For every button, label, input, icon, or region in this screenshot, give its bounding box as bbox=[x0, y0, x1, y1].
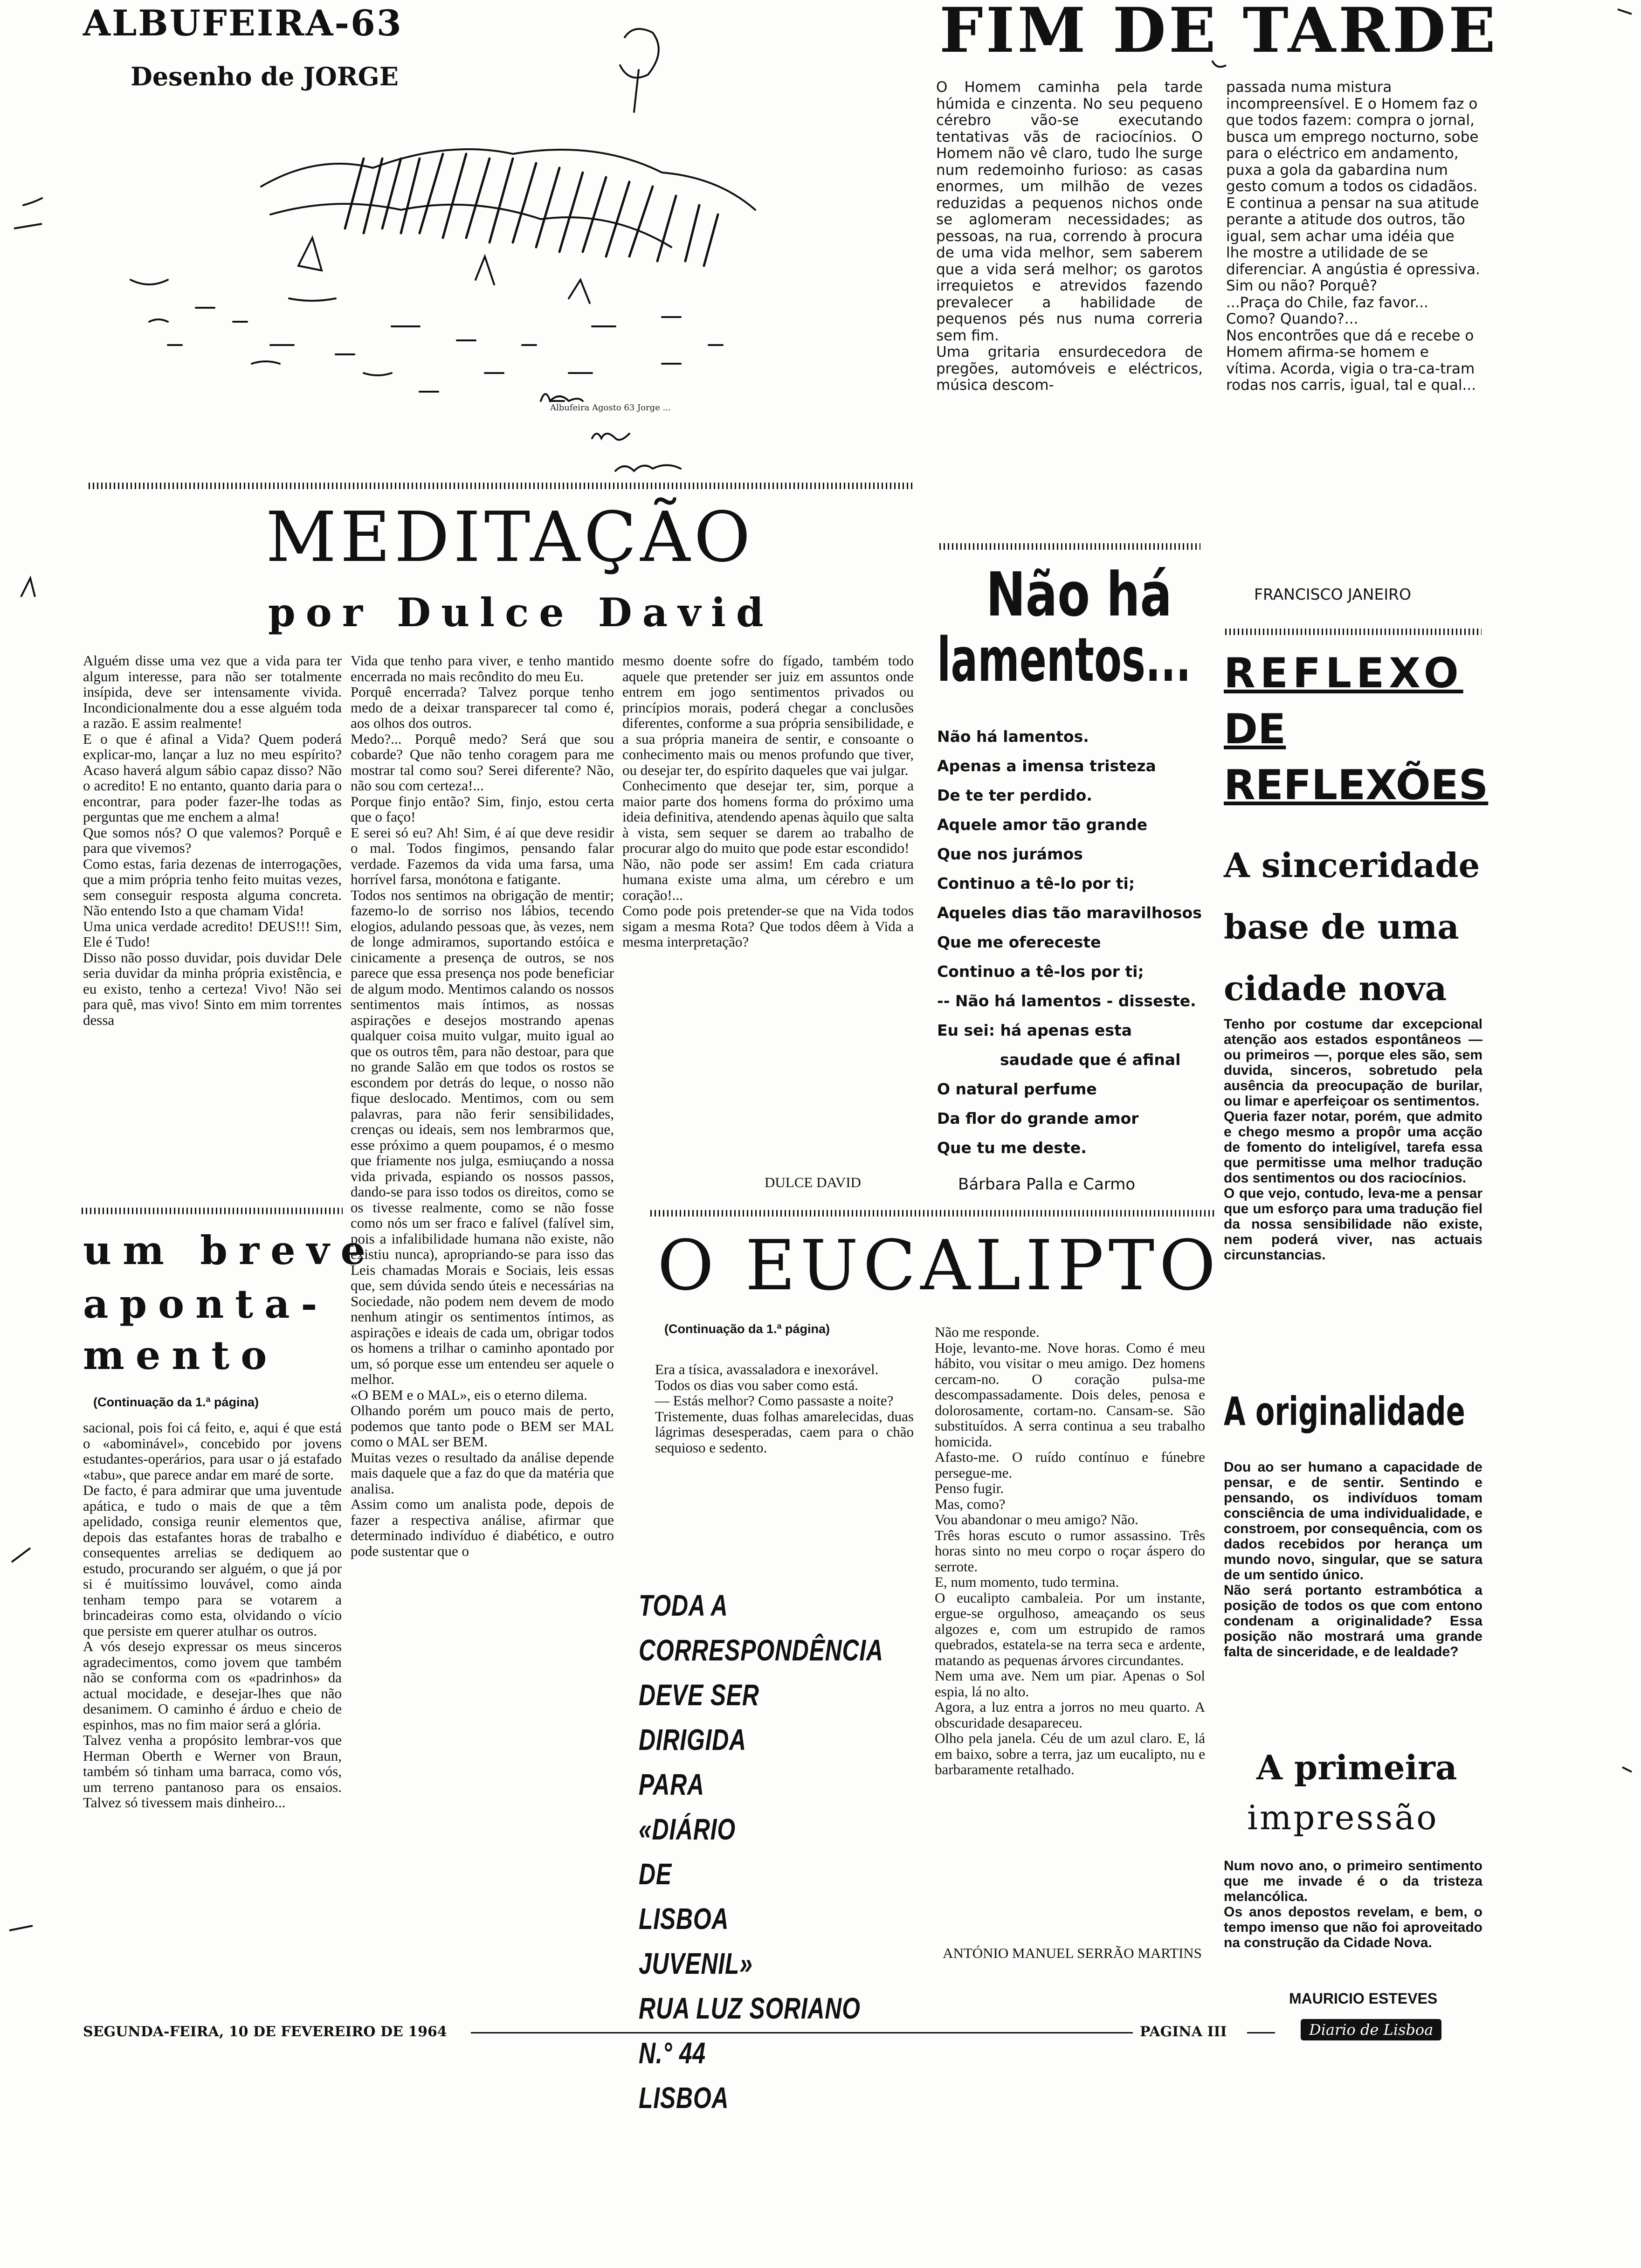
eucalipto-col1: Era a tísica, avassaladora e inexorável. Todos os dias vou saber como está. — Estás melhor? Como passaste a noite? Tristemente, duas folhas amarelecidas, duas lágrimas desesperadas, caem para o chão sequioso e sedento. bbox=[655, 1361, 914, 1456]
meditacao-col3: mesmo doente sofre do fígado, também todo aquele que pretender ser juiz em assuntos onde entrem em jogo sentimentos privados ou princípios morais, poderá chegar a conclusões diferentes, conforme a sua própria sensibilidade, e a sua própria maneira de sentir, e consoante o conhecimento mais ou menos profundo que tiver, ou desejar ter, do espírito daqueles que vai julgar. Conhecimento que desejar ter, sim, porque a maior parte dos homens forma do próximo uma ideia definitiva, atendendo apenas àquilo que salta à vista, sem sequer se darem ao trabalho de procurar algo do muito que pode estar escondido! Não, não pode ser assim! Em cada criatura humana existe uma alma, um cérebro e um coração!... Como pode pois pretender-se que na Vida todos sigam a mesma Rota? Que todos dêem à Vida a mesma interpretação? bbox=[622, 652, 914, 950]
poem-line: Que nos jurámos bbox=[937, 845, 1083, 863]
footer-brand: Diario de Lisboa bbox=[1301, 2019, 1441, 2040]
reflexo-text-originalidade: Dou ao ser humano a capacidade de pensar, e de sentir. Sentindo e pensando, os indivíduos tomam consciência de uma individualidade, e constroem, por consequência, com os dados recebidos por herança um mundo novo, singular, que se satura de um sentido único. Não será portanto estrambótica a posição de todos os que com entono condenam a originalidade? Essa posição não mostrará uma grande falta de sinceridade, e de lealdade? bbox=[1224, 1459, 1482, 1660]
poem-line: O natural perfume bbox=[937, 1080, 1097, 1098]
correspondencia-line: JUVENIL» bbox=[639, 1947, 753, 1980]
reflexo-title-1: REFLEXO bbox=[1224, 649, 1463, 697]
breve-col1: sacional, pois foi cá feito, e, aqui é que está o «abominável», concebido por jovens estudantes-operários, para usar o já estafado «tabu», que parece andar em maré de sorte. De facto, é para admirar que uma juventude apática, e tudo o mais de que a têm apelidado, consiga reunir elementos que, depois das estafantes horas de trabalho e consequentes arrelias se dediquem ao estudo, procurando ser alguém, o que já por si é muitíssimo louvável, como ainda tenham tempo para se votarem a brincadeiras como esta, olvidando o vício que persiste em querer atulhar os outros. A vós desejo expressar os meus sinceros agradecimentos, como jovem que também não se conforma com os «padrinhos» da actual mocidade, e desejar-lhes que não desanimem. O caminho é árduo e cheio de espinhos, mas no fim maior será a glória. Talvez venha a propósito lembrar-vos que Herman Oberth e Werner von Braun, também só tinham uma barraca, como vós, um terreno pantanoso para os ensaios. Talvez só tivessem mais dinheiro... bbox=[83, 1419, 342, 1811]
poem-line: Apenas a imensa tristeza bbox=[937, 757, 1156, 775]
meditacao-col2: Vida que tenho para viver, e tenho mantido encerrada no mais recôndito do meu Eu. Porquê encerrada? Talvez porque tenho medo de a deixar transparecer tal como é, aos olhos dos outros. Medo?... Porquê medo? Será que sou cobarde? Que não tenho coragem para me mostrar tal como sou? Serei diferente? Não, não sou com certeza!... Porque finjo então? Sim, finjo, estou certa que o faço! E serei só eu? Ah! Sim, é aí que deve residir o mal. Todos fingimos, pensando falar verdade. Fazemos da vida uma farsa, uma horrível farsa, monótona e fatigante. Todos nos sentimos na obrigação de mentir; fazemo-lo de sorriso nos lábios, tecendo elogios, adulando pessoas que, às vezes, nem de longe admiramos, suportando estóica e cinicamente a presença de outros, se nos parece que essa presença nos pode beneficiar de algum modo. Mentimos calando os nossos sentimentos mais íntimos, as nossas aspirações e desejos mostrando apenas qualquer coisa muito vulgar, muito igual ao que os outros têm, para não destoar, para que no grande Salão em que todos os rostos se escondem por detrás do leque, o nosso não fique deslocado. Mentimos, com ou sem palavras, para não ferir sensibilidades, crenças ou ideais, sem nos lembrarmos que, esse próximo a quem poupamos, é o mesmo que friamente nos julga, esmiuçando a nossa vida privada, espiando os nossos passos, dando-se para isso todos os direitos, como se os tivesse realmente, como se não fosse como nós um ser fraco e falível (falível sim, pois a infalibilidade humana não existe, não existiu nunca), apropriando-se para isso das Leis chamadas Morais e Sociais, leis essas que, sem dúvida sendo úteis e necessárias na Sociedade, não podem nem devem de modo nenhum atingir os sentimentos íntimos, as aspirações e ideais de cada um, obrigar todos os homens a trilhar o caminho apontado por um, só porque esse um entendeu ser aquele o melhor. «O BEM e o MAL», eis o eterno dilema. Olhando porém um pouco mais de perto, podemos que tanto pode o BEM ser MAL como o MAL ser BEM. Muitas vezes o resultado da análise depende mais daquele que a faz do que da matéria que analisa. Assim como um analista pode, depois de fazer a respectiva análise, afirmar que determinado indivíduo é diabético, e outro pode sustentar que o bbox=[351, 652, 614, 1559]
poem-line: De te ter perdido. bbox=[937, 786, 1092, 804]
margin-arrow-icon bbox=[12, 1548, 30, 1562]
lamentos-signature: Bárbara Palla e Carmo bbox=[958, 1175, 1136, 1194]
margin-mark-icon bbox=[1212, 61, 1226, 67]
reflexo-text-primeira: Num novo ano, o primeiro sentimento que me invade é o da tristeza melancólica. Os anos depostos revelam, e bem, o tempo imenso que não foi aproveitado na construção da Cidade Nova. bbox=[1224, 1858, 1482, 1950]
fim-de-tarde-col1: O Homem caminha pela tarde húmida e cinzenta. No seu pequeno cérebro vão-se executando tentativas vãs de raciocínios. O Homem não vê claro, tudo lhe surge num redemoinho furioso: as casas enormes, um milhão de vezes reduzidas a pequenos nichos onde se aglomeram necessidades; as pessoas, na rua, correndo à procura de uma vida melhor, sem saberem que a vida será melhor; os garotos irrequietos e atrevidos fazendo prevalecer a habilidade de pequenos pés nus numa correria sem fim. Uma gritaria ensurdecedora de pregões, automóveis e eléctricos, música descom- bbox=[936, 79, 1203, 394]
correspondencia-line: LISBOA bbox=[639, 1902, 729, 1936]
albufeira-title: ALBUFEIRA-63 bbox=[83, 2, 403, 44]
poem-line: -- Não há lamentos - disseste. bbox=[937, 992, 1196, 1010]
meditacao-col1: Alguém disse uma vez que a vida para ter algum interesse, para não ser totalmente insípida, deve ser intensamente vivida. Incondicionalmente dou a esse alguém toda a razão. E assim realmente! E o que é afinal a Vida? Quem poderá explicar-mo, lançar a luz no meu espírito? Acaso haverá algum sábio capaz disso? Não o acredito! E no entanto, quanto daria para o encontrar, para poder fazer-lhe todas as perguntas que me enchem a alma! Que somos nós? O que valemos? Porquê e para que vivemos? Como estas, faria dezenas de interrogações, que a mim própria tenho feito muitas vezes, sem conseguir resposta alguma concreta. Não entendo Isto a que chamam Vida! Uma unica verdade acredito! DEUS!!! Sim, Ele é Tudo! Disso não posso duvidar, pois duvidar Dele seria duvidar da minha própria existência, e eu existo, tenho a certeza! Vivo! Não sei para quê, mas vivo! Sinto em mim torrentes dessa bbox=[83, 652, 342, 1028]
correspondencia-line: CORRESPONDÊNCIA bbox=[639, 1633, 883, 1667]
reflexo-title-3: REFLEXÕES bbox=[1224, 761, 1489, 809]
lamentos-title-line2: lamentos... bbox=[937, 624, 1191, 695]
margin-arrow-icon bbox=[21, 578, 35, 597]
reflexo-text-sinceridade: Tenho por costume dar excepcional atenção aos estados espontâneos — ou primeiros —, porque eles são, sem duvida, sinceros, sobretudo pela ausência da preocupação de burilar, ou limar e aperfeiçoar os sentimentos. Queria fazer notar, porém, que admito e chego mesmo a propôr uma acção de fomento do inteligível, tarefa essa que permitisse uma melhor tradução dos sentimentos ou dos raciocínios. O que vejo, contudo, leva-me a pensar que um esforço para uma tradução fiel da nossa sensibilidade não existe, nem poderá viver, nas actuais circunstancias. bbox=[1224, 1016, 1482, 1263]
correspondencia-line: DEVE SER bbox=[639, 1678, 759, 1712]
breve-title-line1: um breve bbox=[83, 1227, 377, 1273]
poem-line: Aqueles dias tão maravilhosos bbox=[937, 904, 1202, 922]
correspondencia-line: «DIÁRIO bbox=[639, 1812, 736, 1846]
eucalipto-title: O EUCALIPTO bbox=[657, 1225, 1220, 1306]
eucalipto-continuation: (Continuação da 1.ª página) bbox=[664, 1322, 830, 1336]
sketch-signature: Albufeira Agosto 63 Jorge ... bbox=[550, 403, 671, 413]
albufeira-credit: Desenho de JORGE bbox=[131, 62, 399, 91]
poem-line: Continuo a tê-los por ti; bbox=[937, 962, 1144, 981]
footer-date: SEGUNDA-FEIRA, 10 DE FEVEREIRO DE 1964 bbox=[83, 2024, 447, 2040]
poem-line: Continuo a tê-lo por ti; bbox=[937, 874, 1135, 892]
correspondencia-line: TODA A bbox=[639, 1589, 728, 1622]
correspondencia-line: LISBOA bbox=[639, 2081, 729, 2115]
margin-mark-icon bbox=[1622, 1767, 1632, 1772]
eucalipto-col2: Não me responde. Hoje, levanto-me. Nove horas. Como é meu hábito, vou visitar o meu amigo. Dez homens cercam-no. O coração pulsa-me descompassadamente. Dois deles, penosa e dolorosamente, cortam-no. Cansam-se. São substituídos. A serra continua a seu trabalho homicida. Afasto-me. O ruído contínuo e fúnebre persegue-me. Penso fugir. Mas, como? Vou abandonar o meu amigo? Não. Três horas escuto o rumor assassino. Três horas sinto no meu corpo o roçar áspero do serrote. E, num momento, tudo termina. O eucalipto cambaleia. Por um instante, ergue-se orgulhoso, ameaçando os seus algozes e, com um estrupido de ramos quebrados, estatela-se na terra seca e ardente, matando as pequenas árvores circundantes. Nem uma ave. Nem um piar. Apenas o Sol espia, lá no alto. Agora, a luz entra a jorros no meu quarto. A obscuridade desapareceu. Olho pela janela. Céu de um azul claro. E, lá em baixo, sobre a terra, jaz um eucalipto, nu e barbaramente retalhado. bbox=[935, 1324, 1205, 1777]
reflexo-subtitle-primeira-line1: A primeira bbox=[1256, 1748, 1457, 1787]
reflexo-subtitle-originalidade: A originalidade bbox=[1224, 1389, 1465, 1434]
meditacao-signature: DULCE DAVID bbox=[765, 1174, 861, 1190]
eucalipto-signature: ANTÓNIO MANUEL SERRÃO MARTINS bbox=[943, 1945, 1202, 1961]
breve-title-line2: aponta- bbox=[83, 1281, 329, 1327]
margin-arrow-icon bbox=[9, 1926, 33, 1930]
correspondencia-line: DE bbox=[639, 1857, 672, 1891]
correspondencia-line: RUA LUZ SORIANO bbox=[639, 1991, 861, 2025]
reflexo-title-2: DE bbox=[1224, 705, 1286, 753]
reflexo-subtitle-primeira-line2: impressão bbox=[1247, 1798, 1439, 1837]
meditacao-byline: por Dulce David bbox=[268, 589, 774, 636]
correspondencia-line: PARA bbox=[639, 1768, 704, 1801]
reflexo-subtitle-sinceridade: A sinceridade base de uma cidade nova bbox=[1224, 845, 1480, 1008]
breve-title-line3: mento bbox=[83, 1332, 278, 1378]
correspondencia-line: N.° 44 bbox=[639, 2036, 706, 2070]
fim-de-tarde-signature: FRANCISCO JANEIRO bbox=[1254, 585, 1411, 603]
lamentos-title-line1: Não há bbox=[986, 559, 1172, 630]
poem-line: Não há lamentos. bbox=[937, 727, 1089, 746]
correspondencia-line: DIRIGIDA bbox=[639, 1723, 746, 1756]
poem-line: Que tu me deste. bbox=[937, 1139, 1087, 1157]
fim-de-tarde-title: FIM DE TARDE bbox=[939, 0, 1498, 67]
breve-continuation: (Continuação da 1.ª página) bbox=[93, 1395, 259, 1409]
margin-arrow-icon bbox=[14, 224, 42, 228]
meditacao-title: MEDITAÇÃO bbox=[266, 497, 754, 577]
poem-line: Da flor do grande amor bbox=[937, 1109, 1139, 1127]
poem-line: saudade que é afinal bbox=[1000, 1051, 1181, 1069]
poem-line: Aquele amor tão grande bbox=[937, 816, 1148, 834]
poem-line: Que me ofereceste bbox=[937, 933, 1101, 951]
poem-line: Eu sei: há apenas esta bbox=[937, 1021, 1132, 1039]
margin-mark-icon bbox=[1618, 9, 1632, 14]
reflexo-signature: MAURICIO ESTEVES bbox=[1289, 1990, 1438, 2007]
fim-de-tarde-col2: passada numa mistura incompreensível. E o Homem faz o que todos fazem: compra o jornal, busca um emprego nocturno, sobe para o eléctrico em andamento, puxa a gola da gabardina num gesto comum a todos os cidadãos. E continua a pensar na sua atitude perante a atitude dos outros, tão igual, sem achar uma idéia que lhe mostre a utilidade de se diferenciar. A angústia é opressiva. Sim ou não? Porquê? ...Praça do Chile, faz favor... Como? Quando?... Nos encontrões que dá e recebe o Homem afirma-se homem e vítima. Acorda, vigia o tra-ca-tram rodas nos carris, igual, tal e qual... bbox=[1226, 79, 1480, 394]
footer-page: PAGINA III bbox=[1140, 2024, 1227, 2040]
